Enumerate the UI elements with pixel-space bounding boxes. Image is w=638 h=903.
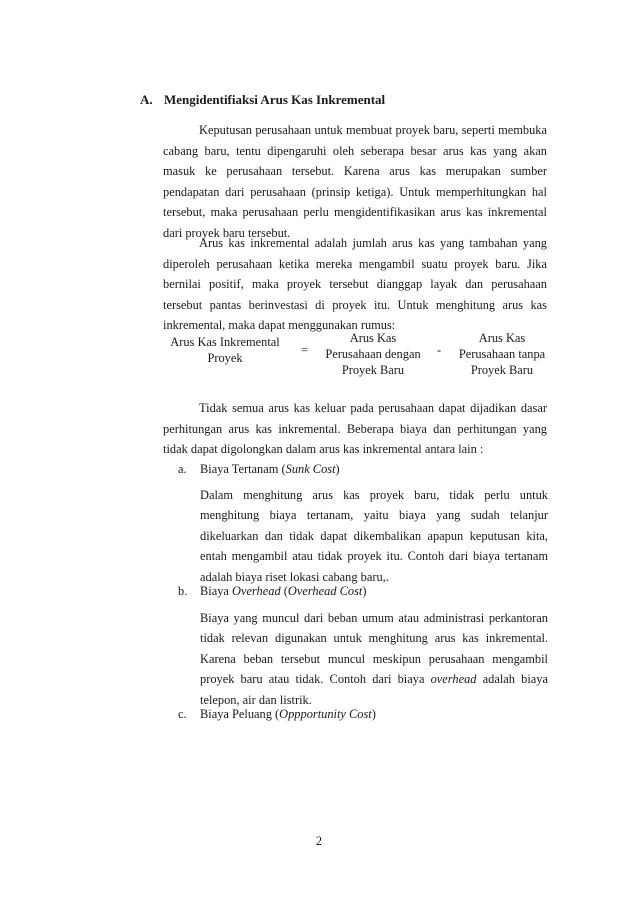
paragraph-3: Tidak semua arus kas keluar pada perusahaan dapat dijadikan dasar perhitungan arus kas inkremental. Beberapa biaya dan perhitungan yang tidak dapat digolongkan dalam arus kas inkremental antara lain : bbox=[163, 401, 547, 457]
formula-middle-line: Perusahaan dengan bbox=[325, 347, 421, 361]
list-marker: b. bbox=[178, 584, 188, 598]
formula-left-term bbox=[169, 334, 281, 366]
item-english-term: Overhead Cost bbox=[287, 584, 363, 598]
formula bbox=[163, 330, 553, 380]
section-heading bbox=[140, 92, 385, 108]
formula-middle-line: Proyek Baru bbox=[341, 363, 405, 377]
formula-right-line: Perusahaan tanpa bbox=[458, 347, 546, 361]
formula-equals-sign: = bbox=[301, 343, 308, 357]
item-b-text-part2: adalah biaya telepon, air dan listrik. bbox=[200, 672, 548, 707]
formula-right-line: Proyek Baru bbox=[470, 363, 534, 377]
paragraph-2: Arus kas inkremental adalah jumlah arus kas yang tambahan yang diperoleh perusahaan ketika mereka mengambil suatu proyek baru. Jika bernilai positif, maka proyek tersebut dianggap layak dan perusahaan tersebut pantas berinvestasi di proyek itu. Untuk menghitung arus kas inkremental, maka dapat menggunakan rumus: bbox=[163, 236, 547, 333]
formula-middle-line: Arus Kas bbox=[349, 331, 397, 345]
item-label-italic: Overhead bbox=[232, 584, 281, 598]
formula-left-line: Proyek bbox=[207, 351, 243, 365]
formula-right-line: Arus Kas bbox=[478, 331, 526, 345]
item-label: Biaya bbox=[200, 584, 229, 598]
item-b-description bbox=[200, 608, 548, 710]
formula-minus-sign: - bbox=[437, 343, 442, 357]
list-marker: a. bbox=[178, 462, 187, 476]
paragraph-1: Keputusan perusahaan untuk membuat proyek baru, seperti membuka cabang baru, tentu dipengaruhi oleh seberapa besar arus kas yang akan masuk ke perusahaan tersebut. Karena arus kas merupakan sumber pendapatan dari perusahaan (prinsip ketiga). Untuk memperhitungkan hal tersebut, maka perusahaan perlu mengidentifikasikan arus kas inkremental dari proyek baru tersebut. bbox=[163, 123, 547, 240]
page-number: 2 bbox=[315, 834, 323, 848]
item-label: Biaya Tertanam bbox=[200, 462, 279, 476]
item-b-text-italic: overhead bbox=[430, 672, 477, 687]
item-a-description: Dalam menghitung arus kas proyek baru, tidak perlu untuk menghitung biaya tertanam, yaitu biaya yang sudah telanjur dikeluarkan dan tidak dapat dikembalikan apapun keputusan kita, entah mengambil atau tidak proyek itu. Contoh dari biaya tertanam adalah biaya riset lokasi cabang baru,. bbox=[200, 488, 548, 584]
section-letter: A. bbox=[140, 92, 153, 107]
formula-right-term bbox=[452, 330, 552, 378]
item-english-term: Oppportunity Cost bbox=[279, 707, 372, 721]
formula-middle-term bbox=[323, 330, 423, 378]
item-english-term: Sunk Cost bbox=[285, 462, 336, 476]
list-marker: c. bbox=[178, 707, 187, 721]
formula-left-line: Arus Kas Inkremental bbox=[170, 335, 280, 349]
section-title: Mengidentifiaksi Arus Kas Inkremental bbox=[164, 92, 386, 107]
item-b-text-part1: Biaya yang muncul dari beban umum atau administrasi perkantoran tidak relevan digunakan untuk menghitung arus kas inkremental. Karena beban tersebut muncul meskipun perusahaan mengambil proyek baru atau tidak. Contoh dari biaya bbox=[200, 611, 548, 687]
item-label: Biaya Peluang bbox=[200, 707, 272, 721]
list-item-c: c. Biaya Peluang (Oppportunity Cost) bbox=[178, 707, 376, 721]
list-item-b: b. Biaya Overhead (Overhead Cost) bbox=[178, 584, 367, 598]
list-item-a: a. Biaya Tertanam (Sunk Cost) bbox=[178, 462, 340, 476]
